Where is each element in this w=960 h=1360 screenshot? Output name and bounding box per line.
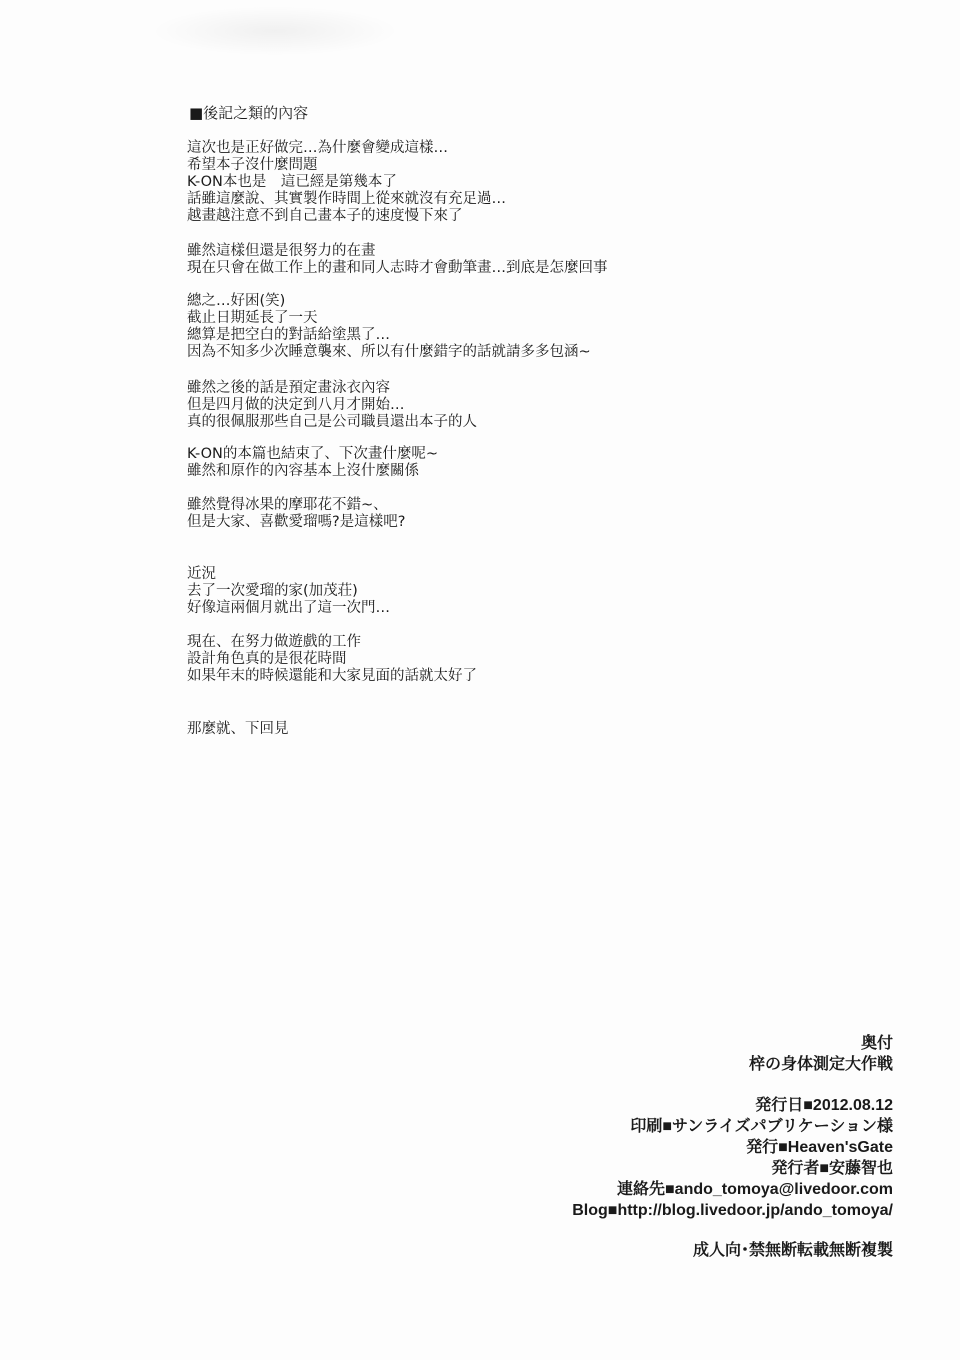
- text-line: 但是大家、喜歡愛瑠嗎?是這樣吧?: [187, 514, 406, 530]
- publish-date: 発行日■2012.08.12: [755, 1097, 893, 1114]
- text-line: 總之…好困(笑): [187, 293, 286, 309]
- afterword-paragraph-5: [187, 446, 438, 480]
- colophon-details-block: [572, 1095, 893, 1221]
- colophon-notice-block: [693, 1240, 893, 1261]
- afterword-paragraph-8: [187, 634, 477, 685]
- printer: 印刷■サンライズパブリケーション様: [630, 1118, 893, 1135]
- colophon-title-block: [749, 1033, 893, 1075]
- text-line: 現在只會在做工作上的畫和同人志時才會動筆畫…到底是怎麼回事: [187, 260, 608, 276]
- text-line: 越畫越注意不到自己畫本子的速度慢下來了: [187, 208, 463, 224]
- blog-url: Blog■http://blog.livedoor.jp/ando_tomoya/: [572, 1202, 893, 1219]
- text-line: 因為不知多少次睡意襲來、所以有什麼錯字的話就請多多包涵~: [187, 344, 591, 360]
- bleed-through-smudge: [150, 6, 400, 56]
- contact-email: 連絡先■ando_tomoya@livedoor.com: [617, 1181, 893, 1198]
- afterword-paragraph-4: [187, 380, 477, 431]
- text-line: 雖然之後的話是預定畫泳衣內容: [187, 380, 390, 396]
- text-line: 好像這兩個月就出了這一次門…: [187, 600, 390, 616]
- colophon-label: 奥付: [860, 1035, 893, 1052]
- text-line: 近況: [187, 566, 216, 582]
- text-line: 雖然和原作的內容基本上沒什麼關係: [187, 463, 419, 479]
- afterword-heading: ■後記之類的內容: [189, 104, 309, 122]
- text-line: 這次也是正好做完…為什麼會變成這樣…: [187, 140, 448, 156]
- publisher: 発行■Heaven'sGate: [746, 1139, 893, 1156]
- text-line: 那麼就、下回見: [187, 721, 289, 737]
- afterword-paragraph-1: [187, 140, 506, 225]
- text-line: 截止日期延長了一天: [187, 310, 318, 326]
- text-line: 總算是把空白的對話給塗黑了…: [187, 327, 390, 343]
- afterword-paragraph-3: [187, 293, 591, 361]
- adult-notice: 成人向･禁無断転載無断複製: [692, 1242, 893, 1259]
- author: 発行者■安藤智也: [771, 1160, 893, 1177]
- text-line: 真的很佩服那些自己是公司職員還出本子的人: [187, 414, 477, 430]
- text-line: 雖然這樣但還是很努力的在畫: [187, 243, 376, 259]
- text-line: 但是四月做的決定到八月才開始…: [187, 397, 405, 413]
- afterword-paragraph-9: [187, 721, 289, 738]
- text-line: 雖然覺得冰果的摩耶花不錯~、: [187, 497, 388, 513]
- text-line: 設計角色真的是很花時間: [187, 651, 347, 667]
- book-title: 梓の身体測定大作戦: [748, 1056, 893, 1073]
- afterword-paragraph-6: [187, 497, 405, 531]
- text-line: 如果年末的時候還能和大家見面的話就太好了: [187, 668, 477, 684]
- text-line: K-ON本也是 這已經是第幾本了: [187, 174, 397, 190]
- afterword-paragraph-7: [187, 566, 390, 617]
- text-line: 去了一次愛瑠的家(加茂荘): [187, 583, 358, 599]
- text-line: 話雖這麼說、其實製作時間上從來就沒有充足過…: [187, 191, 506, 207]
- afterword-paragraph-2: [187, 243, 608, 277]
- text-line: K-ON的本篇也結束了、下次畫什麼呢~: [187, 446, 439, 462]
- text-line: 希望本子沒什麼問題: [187, 157, 318, 173]
- text-line: 現在、在努力做遊戲的工作: [187, 634, 361, 650]
